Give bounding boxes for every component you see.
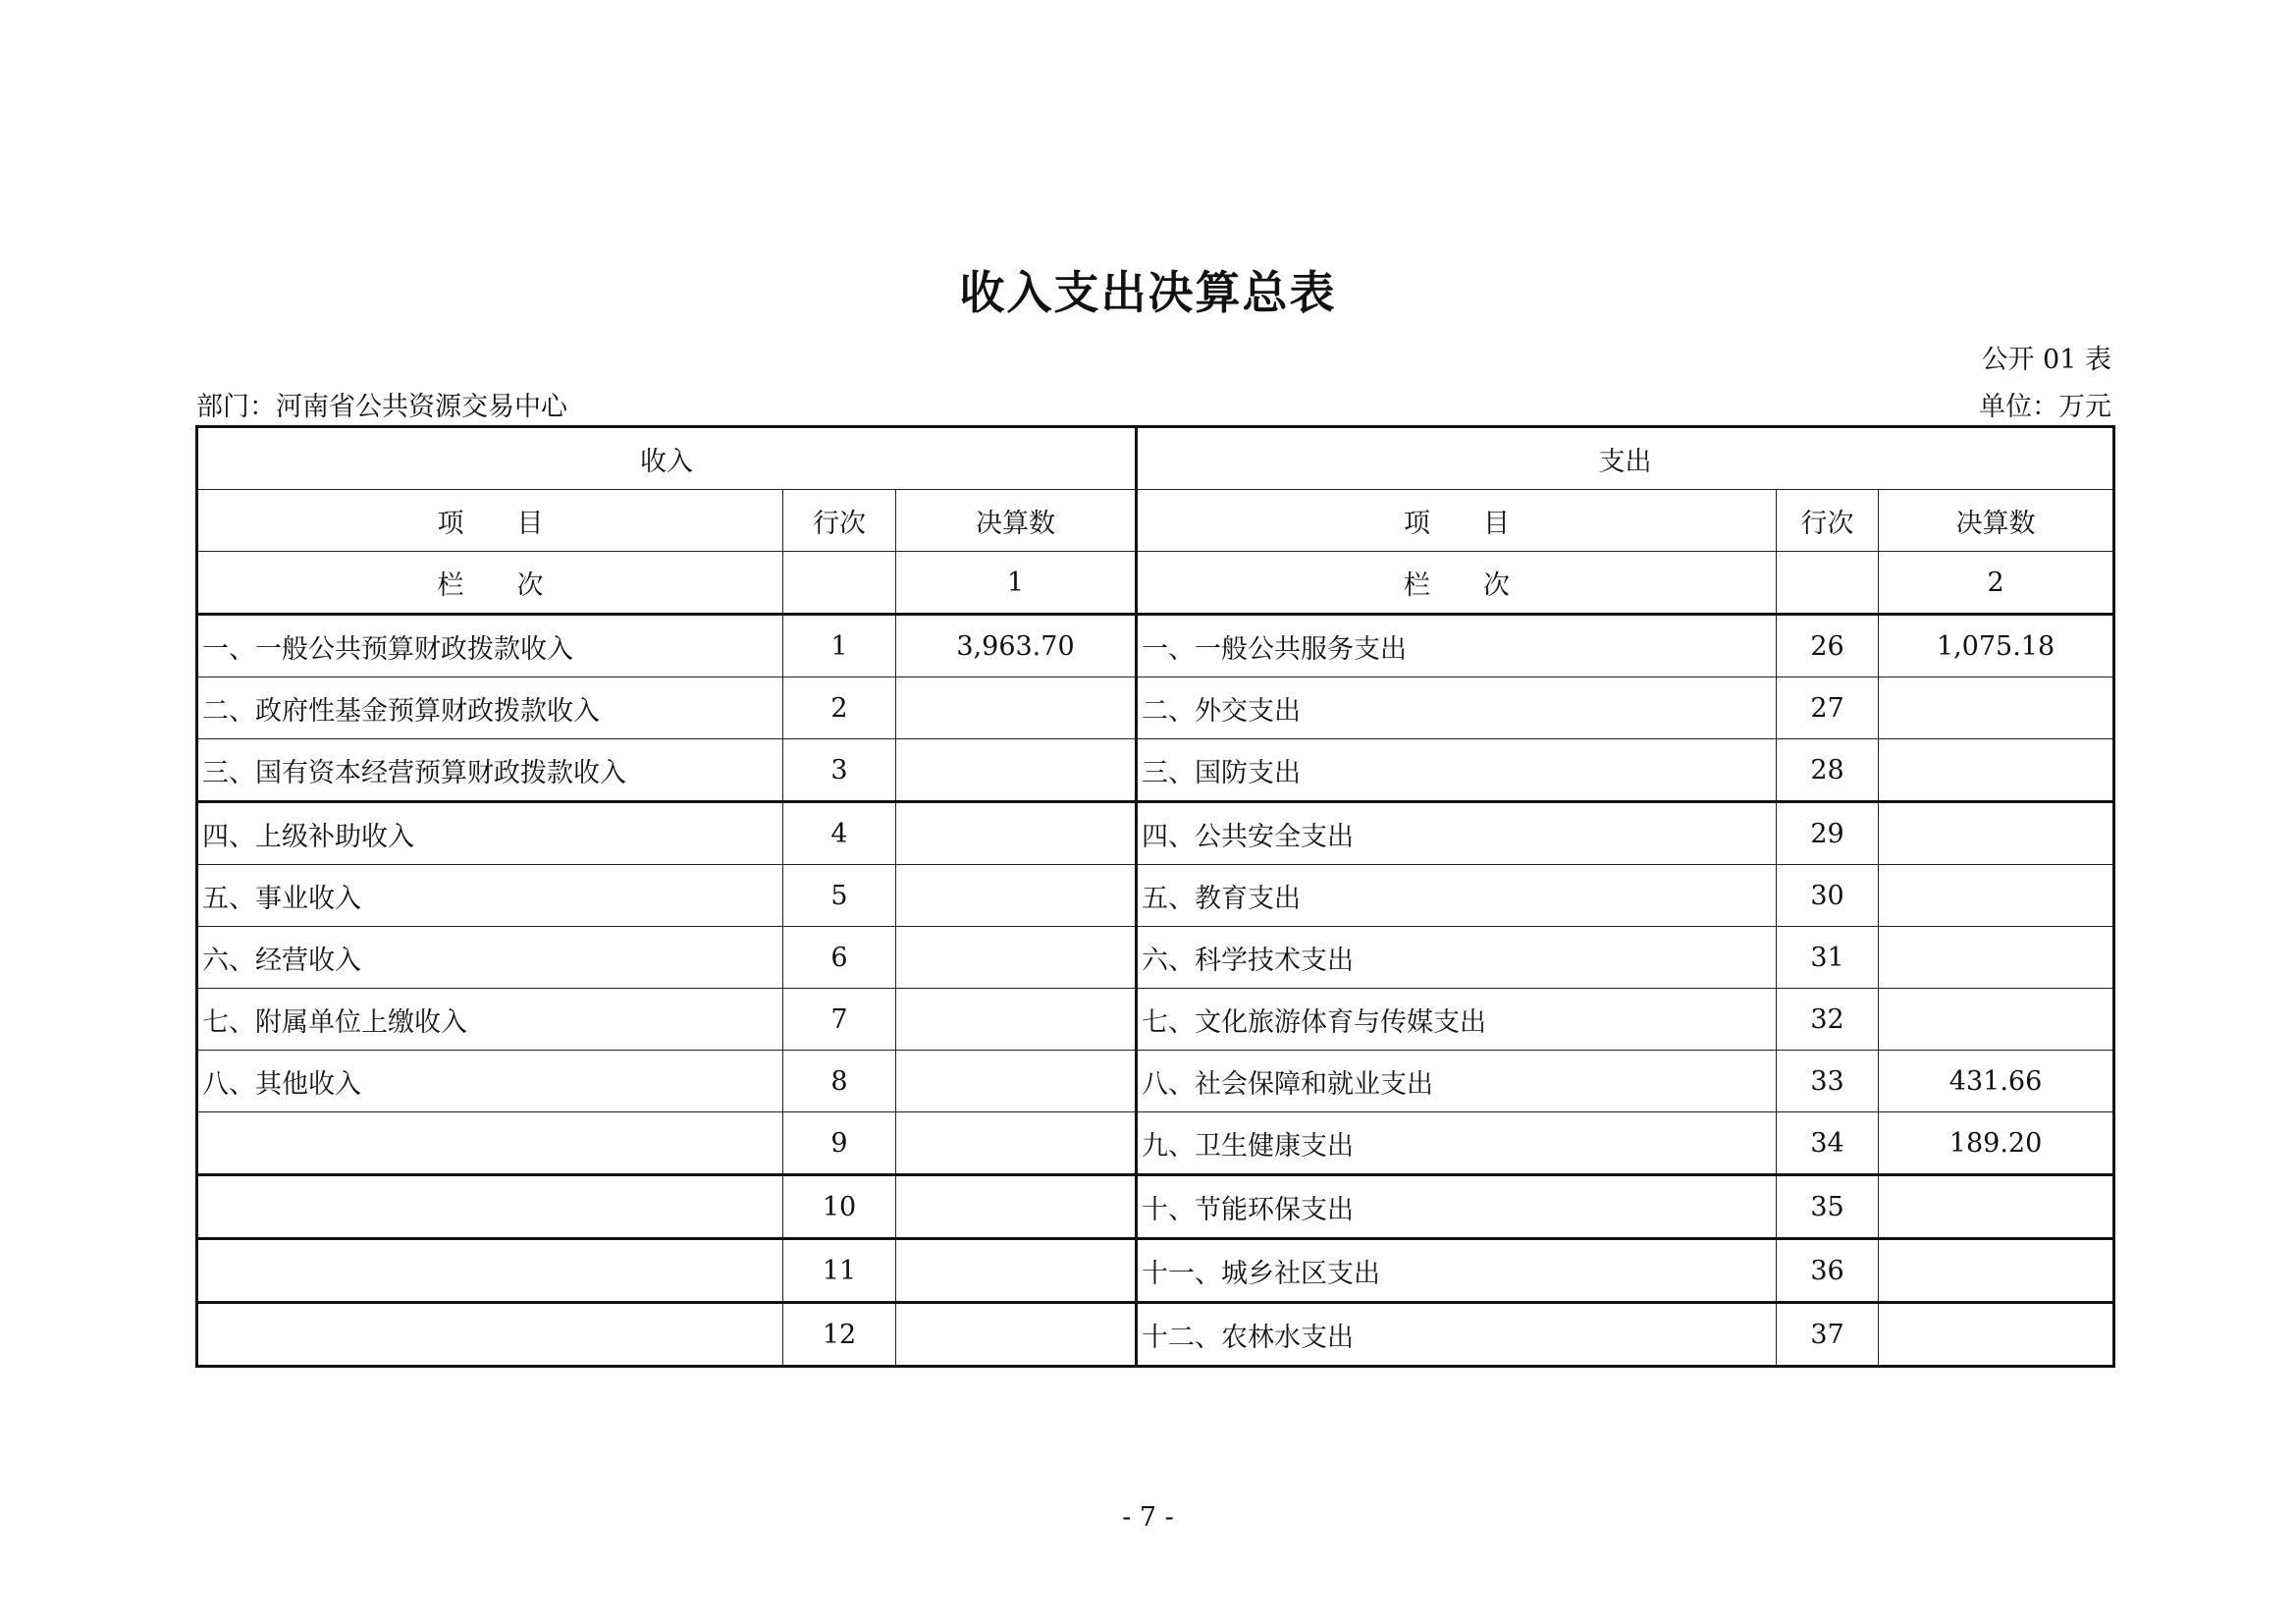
expense-column-index: 2 xyxy=(1879,552,2114,615)
income-amount-cell xyxy=(896,1051,1137,1112)
income-amount-cell xyxy=(896,739,1137,802)
income-row-no-cell: 6 xyxy=(783,927,896,989)
expense-amount-cell xyxy=(1879,677,2114,739)
expense-row-no-cell: 36 xyxy=(1777,1239,1879,1303)
expense-amount-cell xyxy=(1879,1239,2114,1303)
income-item-cell: 一、一般公共预算财政拨款收入 xyxy=(197,615,783,677)
income-row-no-cell: 12 xyxy=(783,1303,896,1367)
income-item-cell: 二、政府性基金预算财政拨款收入 xyxy=(197,677,783,739)
expense-row-no-cell: 26 xyxy=(1777,615,1879,677)
income-row-no-cell: 7 xyxy=(783,989,896,1051)
income-column-index: 1 xyxy=(896,552,1137,615)
income-amount-cell xyxy=(896,1175,1137,1239)
expense-item-cell: 三、国防支出 xyxy=(1137,739,1777,802)
expense-item-cell: 十一、城乡社区支出 xyxy=(1137,1239,1777,1303)
expense-amount-cell: 1,075.18 xyxy=(1879,615,2114,677)
income-item-cell: 三、国有资本经营预算财政拨款收入 xyxy=(197,739,783,802)
section-header-row xyxy=(197,427,2114,490)
expense-item-header: 项 目 xyxy=(1137,490,1777,552)
expense-item-cell: 四、公共安全支出 xyxy=(1137,802,1777,865)
expense-item-cell: 七、文化旅游体育与传媒支出 xyxy=(1137,989,1777,1051)
expense-item-cell: 八、社会保障和就业支出 xyxy=(1137,1051,1777,1112)
income-item-header: 项 目 xyxy=(197,490,783,552)
income-amount-cell xyxy=(896,1303,1137,1367)
expense-amount-header: 决算数 xyxy=(1879,490,2114,552)
table-row xyxy=(197,989,2114,1051)
form-code: 公开 01 表 xyxy=(1981,345,2111,375)
expense-item-cell: 十二、农林水支出 xyxy=(1137,1303,1777,1367)
income-amount-cell xyxy=(896,927,1137,989)
income-amount-cell xyxy=(896,989,1137,1051)
income-item-cell: 四、上级补助收入 xyxy=(197,802,783,865)
table-row xyxy=(197,1303,2114,1367)
expense-amount-cell: 431.66 xyxy=(1879,1051,2114,1112)
table-row xyxy=(197,739,2114,802)
table-row xyxy=(197,865,2114,927)
income-item-cell: 七、附属单位上缴收入 xyxy=(197,989,783,1051)
expense-row-no-cell: 27 xyxy=(1777,677,1879,739)
expense-row-no-cell: 35 xyxy=(1777,1175,1879,1239)
income-section-header: 收入 xyxy=(197,427,1137,490)
income-amount-cell xyxy=(896,1239,1137,1303)
expense-row-no-cell: 32 xyxy=(1777,989,1879,1051)
expense-item-cell: 一、一般公共服务支出 xyxy=(1137,615,1777,677)
expense-row-no-header: 行次 xyxy=(1777,490,1879,552)
expense-amount-cell xyxy=(1879,927,2114,989)
expense-amount-cell xyxy=(1879,865,2114,927)
expense-row-no-cell: 29 xyxy=(1777,802,1879,865)
income-row-no-cell: 2 xyxy=(783,677,896,739)
income-item-cell: 六、经营收入 xyxy=(197,927,783,989)
expense-row-no-cell: 37 xyxy=(1777,1303,1879,1367)
income-column-blank xyxy=(783,552,896,615)
column-header-row xyxy=(197,490,2114,552)
income-amount-cell xyxy=(896,677,1137,739)
expense-row-no-cell: 34 xyxy=(1777,1112,1879,1175)
income-row-no-cell: 1 xyxy=(783,615,896,677)
expense-column-blank xyxy=(1777,552,1879,615)
department-label: 部门：河南省公共资源交易中心 xyxy=(196,392,567,422)
page-number: - 7 - xyxy=(1122,1502,1174,1533)
income-item-cell xyxy=(197,1303,783,1367)
expense-amount-cell xyxy=(1879,802,2114,865)
expense-amount-cell xyxy=(1879,739,2114,802)
income-amount-header: 决算数 xyxy=(896,490,1137,552)
income-amount-cell xyxy=(896,1112,1137,1175)
income-row-no-header: 行次 xyxy=(783,490,896,552)
expense-row-no-cell: 30 xyxy=(1777,865,1879,927)
table-row xyxy=(197,615,2114,677)
expense-item-cell: 十、节能环保支出 xyxy=(1137,1175,1777,1239)
table-row xyxy=(197,1112,2114,1175)
expense-amount-cell xyxy=(1879,1175,2114,1239)
income-item-cell: 八、其他收入 xyxy=(197,1051,783,1112)
expense-item-cell: 九、卫生健康支出 xyxy=(1137,1112,1777,1175)
expense-row-no-cell: 31 xyxy=(1777,927,1879,989)
expense-row-no-cell: 33 xyxy=(1777,1051,1879,1112)
expense-amount-cell: 189.20 xyxy=(1879,1112,2114,1175)
unit-label: 单位：万元 xyxy=(1979,392,2111,422)
income-column-label: 栏 次 xyxy=(197,552,783,615)
expense-section-header: 支出 xyxy=(1137,427,2114,490)
expense-amount-cell xyxy=(1879,1303,2114,1367)
income-amount-cell: 3,963.70 xyxy=(896,615,1137,677)
table-row xyxy=(197,1239,2114,1303)
expense-item-cell: 六、科学技术支出 xyxy=(1137,927,1777,989)
income-expense-table xyxy=(195,425,2115,1368)
income-row-no-cell: 8 xyxy=(783,1051,896,1112)
income-row-no-cell: 10 xyxy=(783,1175,896,1239)
income-row-no-cell: 11 xyxy=(783,1239,896,1303)
expense-amount-cell xyxy=(1879,989,2114,1051)
expense-column-label: 栏 次 xyxy=(1137,552,1777,615)
table-row xyxy=(197,1175,2114,1239)
table-row xyxy=(197,802,2114,865)
page-title: 收入支出决算总表 xyxy=(959,266,1337,319)
income-amount-cell xyxy=(896,865,1137,927)
table-row xyxy=(197,677,2114,739)
expense-row-no-cell: 28 xyxy=(1777,739,1879,802)
expense-item-cell: 二、外交支出 xyxy=(1137,677,1777,739)
income-item-cell xyxy=(197,1112,783,1175)
column-index-row xyxy=(197,552,2114,615)
table-row xyxy=(197,1051,2114,1112)
income-row-no-cell: 3 xyxy=(783,739,896,802)
table-row xyxy=(197,927,2114,989)
income-amount-cell xyxy=(896,802,1137,865)
income-row-no-cell: 9 xyxy=(783,1112,896,1175)
income-row-no-cell: 5 xyxy=(783,865,896,927)
income-item-cell xyxy=(197,1239,783,1303)
expense-item-cell: 五、教育支出 xyxy=(1137,865,1777,927)
income-row-no-cell: 4 xyxy=(783,802,896,865)
income-item-cell: 五、事业收入 xyxy=(197,865,783,927)
income-item-cell xyxy=(197,1175,783,1239)
